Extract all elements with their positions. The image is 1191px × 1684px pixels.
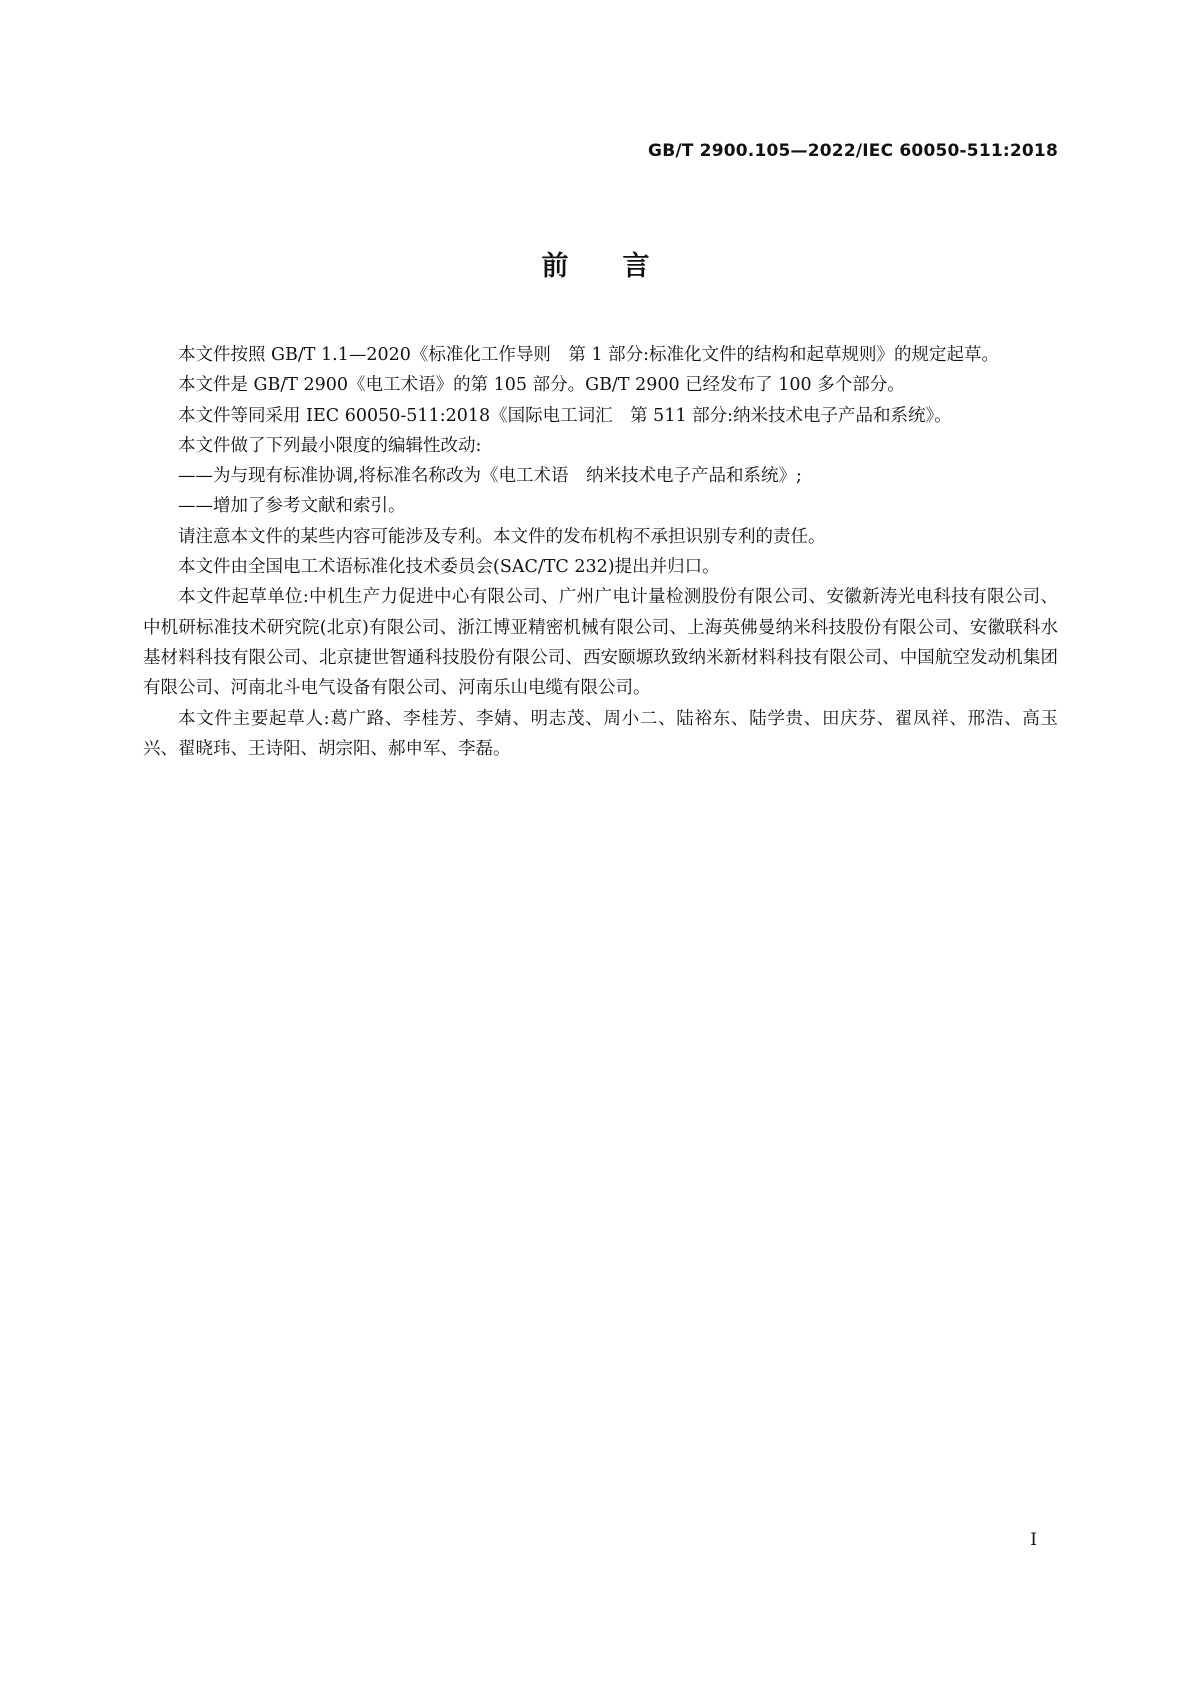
paragraph-editorial-changes: 本文件做了下列最小限度的编辑性改动:: [178, 435, 482, 456]
paragraph-committee: 本文件由全国电工术语标准化技术委员会(SAC/TC 232)提出并归口。: [178, 557, 720, 578]
list-item-bibliography: ——增加了参考文献和索引。: [178, 496, 406, 517]
paragraph-drafting-rules: 本文件按照 GB/T 1.1—2020《标准化工作导则 第 1 部分:标准化文件的结构和起草规则》的规定起草。: [178, 345, 1000, 365]
paragraph-iec-adoption: 本文件等同采用 IEC 60050-511:2018《国际电工词汇 第 511 部分:纳米技术电子产品和系统》。: [178, 405, 952, 426]
paragraph-drafting-organizations: 本文件起草单位:中机生产力促进中心有限公司、广州广电计量检测股份有限公司、安徽新涛光电科技有限公司、中机研标准技术研究院(北京)有限公司、浙江博亚精密机械有限公司、上海英佛曼纳米科技股份有限公司、安徽联科水基材料科技有限公司、北京捷世智通科技股份有限公司、西安颐塬玖致纳米新材料科技有限公司、中国航空发动机集团有限公司、河南北斗电气设备有限公司、河南乐山电缆有限公司。: [143, 587, 1058, 699]
foreword-body: [143, 340, 1058, 764]
page-number: I: [1030, 1530, 1037, 1550]
paragraph-part-number: 本文件是 GB/T 2900《电工术语》的第 105 部分。GB/T 2900 已经发布了 100 多个部分。: [178, 375, 905, 396]
page-title: 前言: [541, 251, 704, 282]
standard-number-header: GB/T 2900.105—2022/IEC 60050-511:2018: [648, 141, 1058, 161]
paragraph-drafters: 本文件主要起草人:葛广路、李桂芳、李婧、明志茂、周小二、陆裕东、陆学贵、田庆芬、翟凤祥、邢浩、高玉兴、翟晓玮、王诗阳、胡宗阳、郝申军、李磊。: [143, 708, 1058, 759]
paragraph-patent-notice: 请注意本文件的某些内容可能涉及专利。本文件的发布机构不承担识别专利的责任。: [178, 526, 826, 547]
list-item-title-change: ——为与现有标准协调,将标准名称改为《电工术语 纳米技术电子产品和系统》;: [178, 466, 802, 487]
